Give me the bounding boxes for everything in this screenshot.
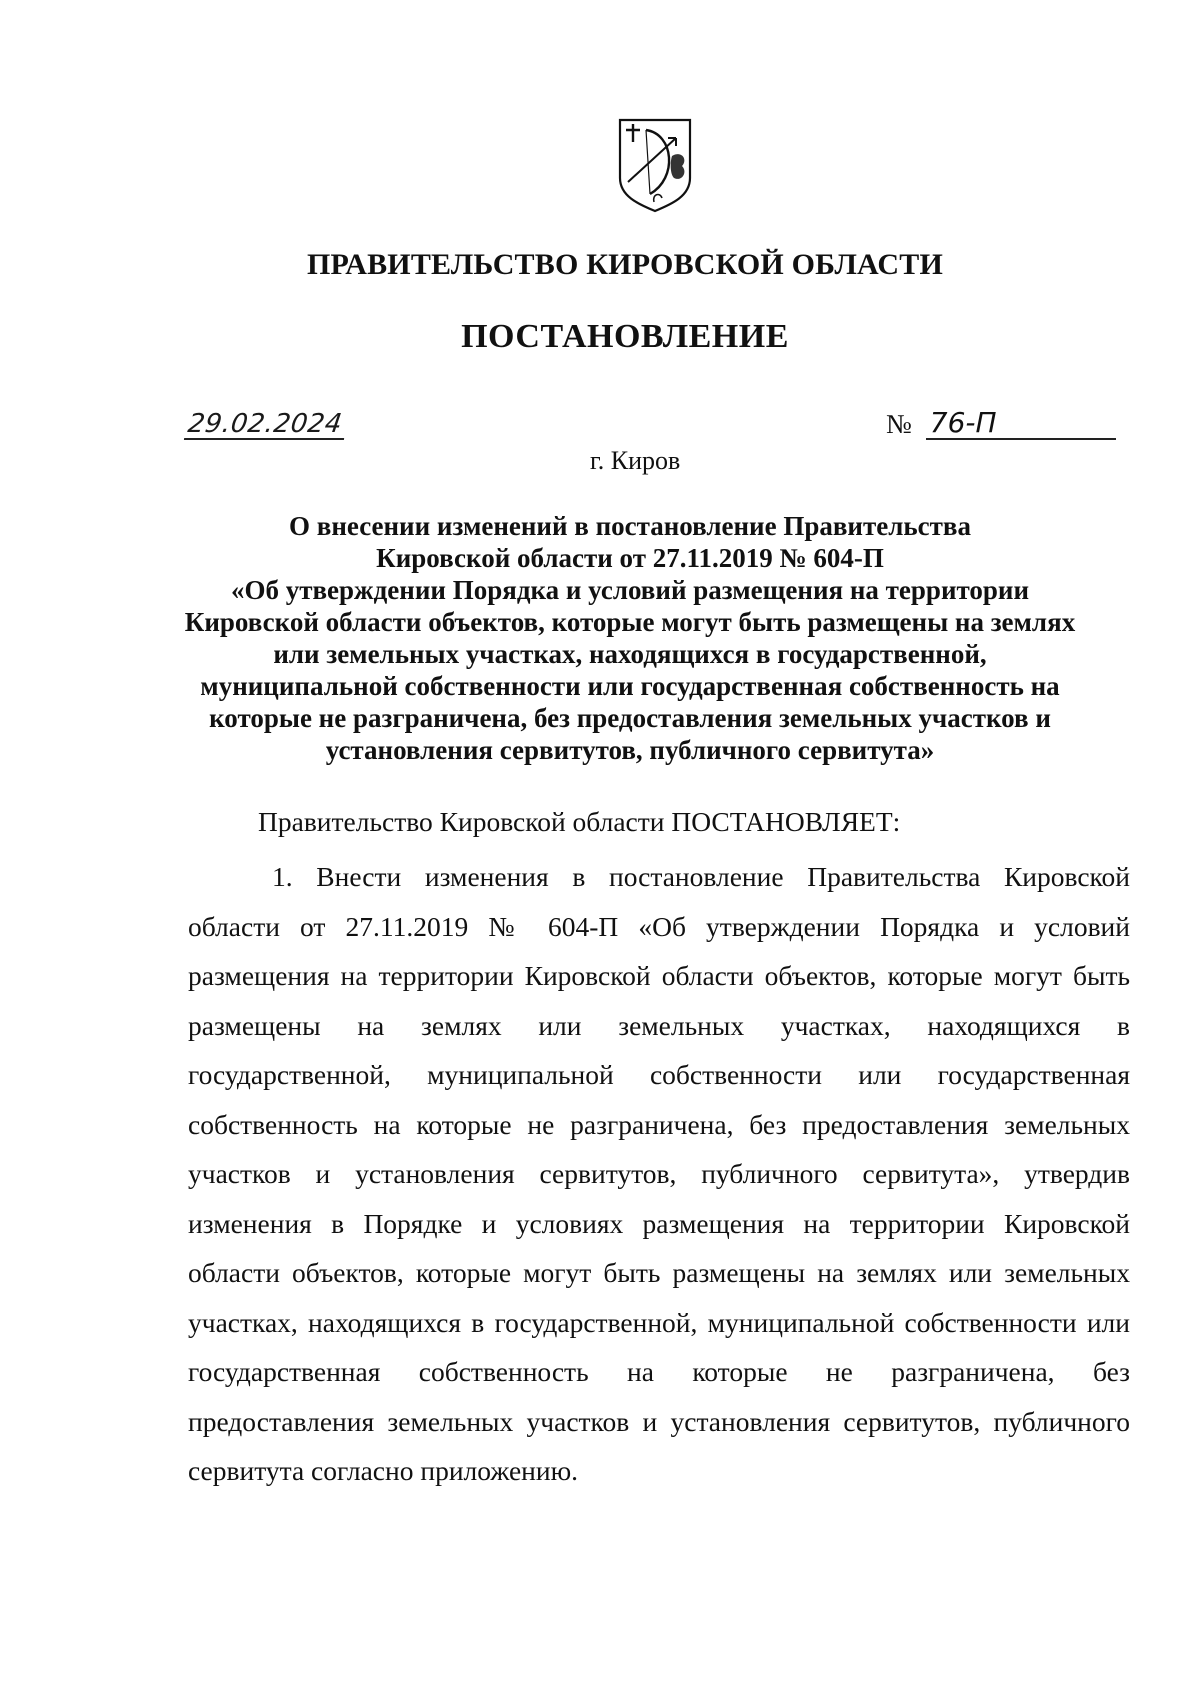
document-heading bbox=[150, 510, 1110, 766]
heading-line: муниципальной собственности или государственная собственность на bbox=[200, 671, 1060, 701]
heading-line: установления сервитутов, публичного сервитута» bbox=[325, 735, 935, 765]
preamble: Правительство Кировской области ПОСТАНОВЛЯЕТ: bbox=[258, 806, 901, 837]
body-line: изменения в Порядке и условиях размещения на территории Кировской bbox=[188, 1207, 1130, 1239]
heading-line: или земельных участках, находящихся в государственной, bbox=[273, 639, 987, 669]
document-type: ПОСТАНОВЛЕНИЕ bbox=[461, 318, 789, 355]
body-line: размещения на территории Кировской области объектов, которые могут быть bbox=[188, 960, 1130, 991]
body-line: 1. Внести изменения в постановление Правительства Кировской bbox=[272, 861, 1130, 892]
body-line: участков и установления сервитутов, публичного сервитута», утвердив bbox=[188, 1158, 1130, 1189]
body-line: области объектов, которые могут быть размещены на землях или земельных bbox=[188, 1257, 1130, 1288]
body-line: участках, находящихся в государственной, муниципальной собственности или bbox=[188, 1306, 1130, 1338]
heading-line: которые не разграничена, без предоставления земельных участков и bbox=[209, 703, 1051, 733]
body-line: собственность на которые не разграничена, без предоставления земельных bbox=[188, 1108, 1130, 1140]
document-number: 76-П bbox=[926, 408, 1116, 440]
body-line: размещены на землях или земельных участках, находящихся в bbox=[188, 1009, 1130, 1041]
organization-title: ПРАВИТЕЛЬСТВО КИРОВСКОЙ ОБЛАСТИ bbox=[307, 248, 943, 281]
body-line: предоставления земельных участков и установления сервитутов, публичного bbox=[188, 1405, 1130, 1437]
body-line: государственной, муниципальной собственности или государственная bbox=[188, 1059, 1130, 1090]
body-line: сервитута согласно приложению. bbox=[188, 1455, 579, 1486]
heading-line: О внесении изменений в постановление Правительства bbox=[289, 511, 971, 541]
body-line: области от 27.11.2019 № 604-П «Об утверждении Порядка и условий bbox=[188, 910, 1130, 942]
heading-line: Кировской области объектов, которые могут быть размещены на землях bbox=[184, 607, 1076, 637]
body-paragraph bbox=[188, 852, 1130, 1496]
kirov-coat-of-arms-icon bbox=[616, 116, 694, 214]
document-date: 29.02.2024 bbox=[184, 410, 348, 440]
heading-line: «Об утверждении Порядка и условий размещения на территории bbox=[230, 575, 1030, 605]
heading-line: Кировской области от 27.11.2019 № 604-П bbox=[376, 543, 884, 573]
body-line: государственная собственность на которые не разграничена, без bbox=[188, 1356, 1130, 1387]
number-sign: № bbox=[886, 409, 912, 439]
document-number-block bbox=[886, 408, 1116, 440]
document-city: г. Киров bbox=[590, 446, 681, 475]
